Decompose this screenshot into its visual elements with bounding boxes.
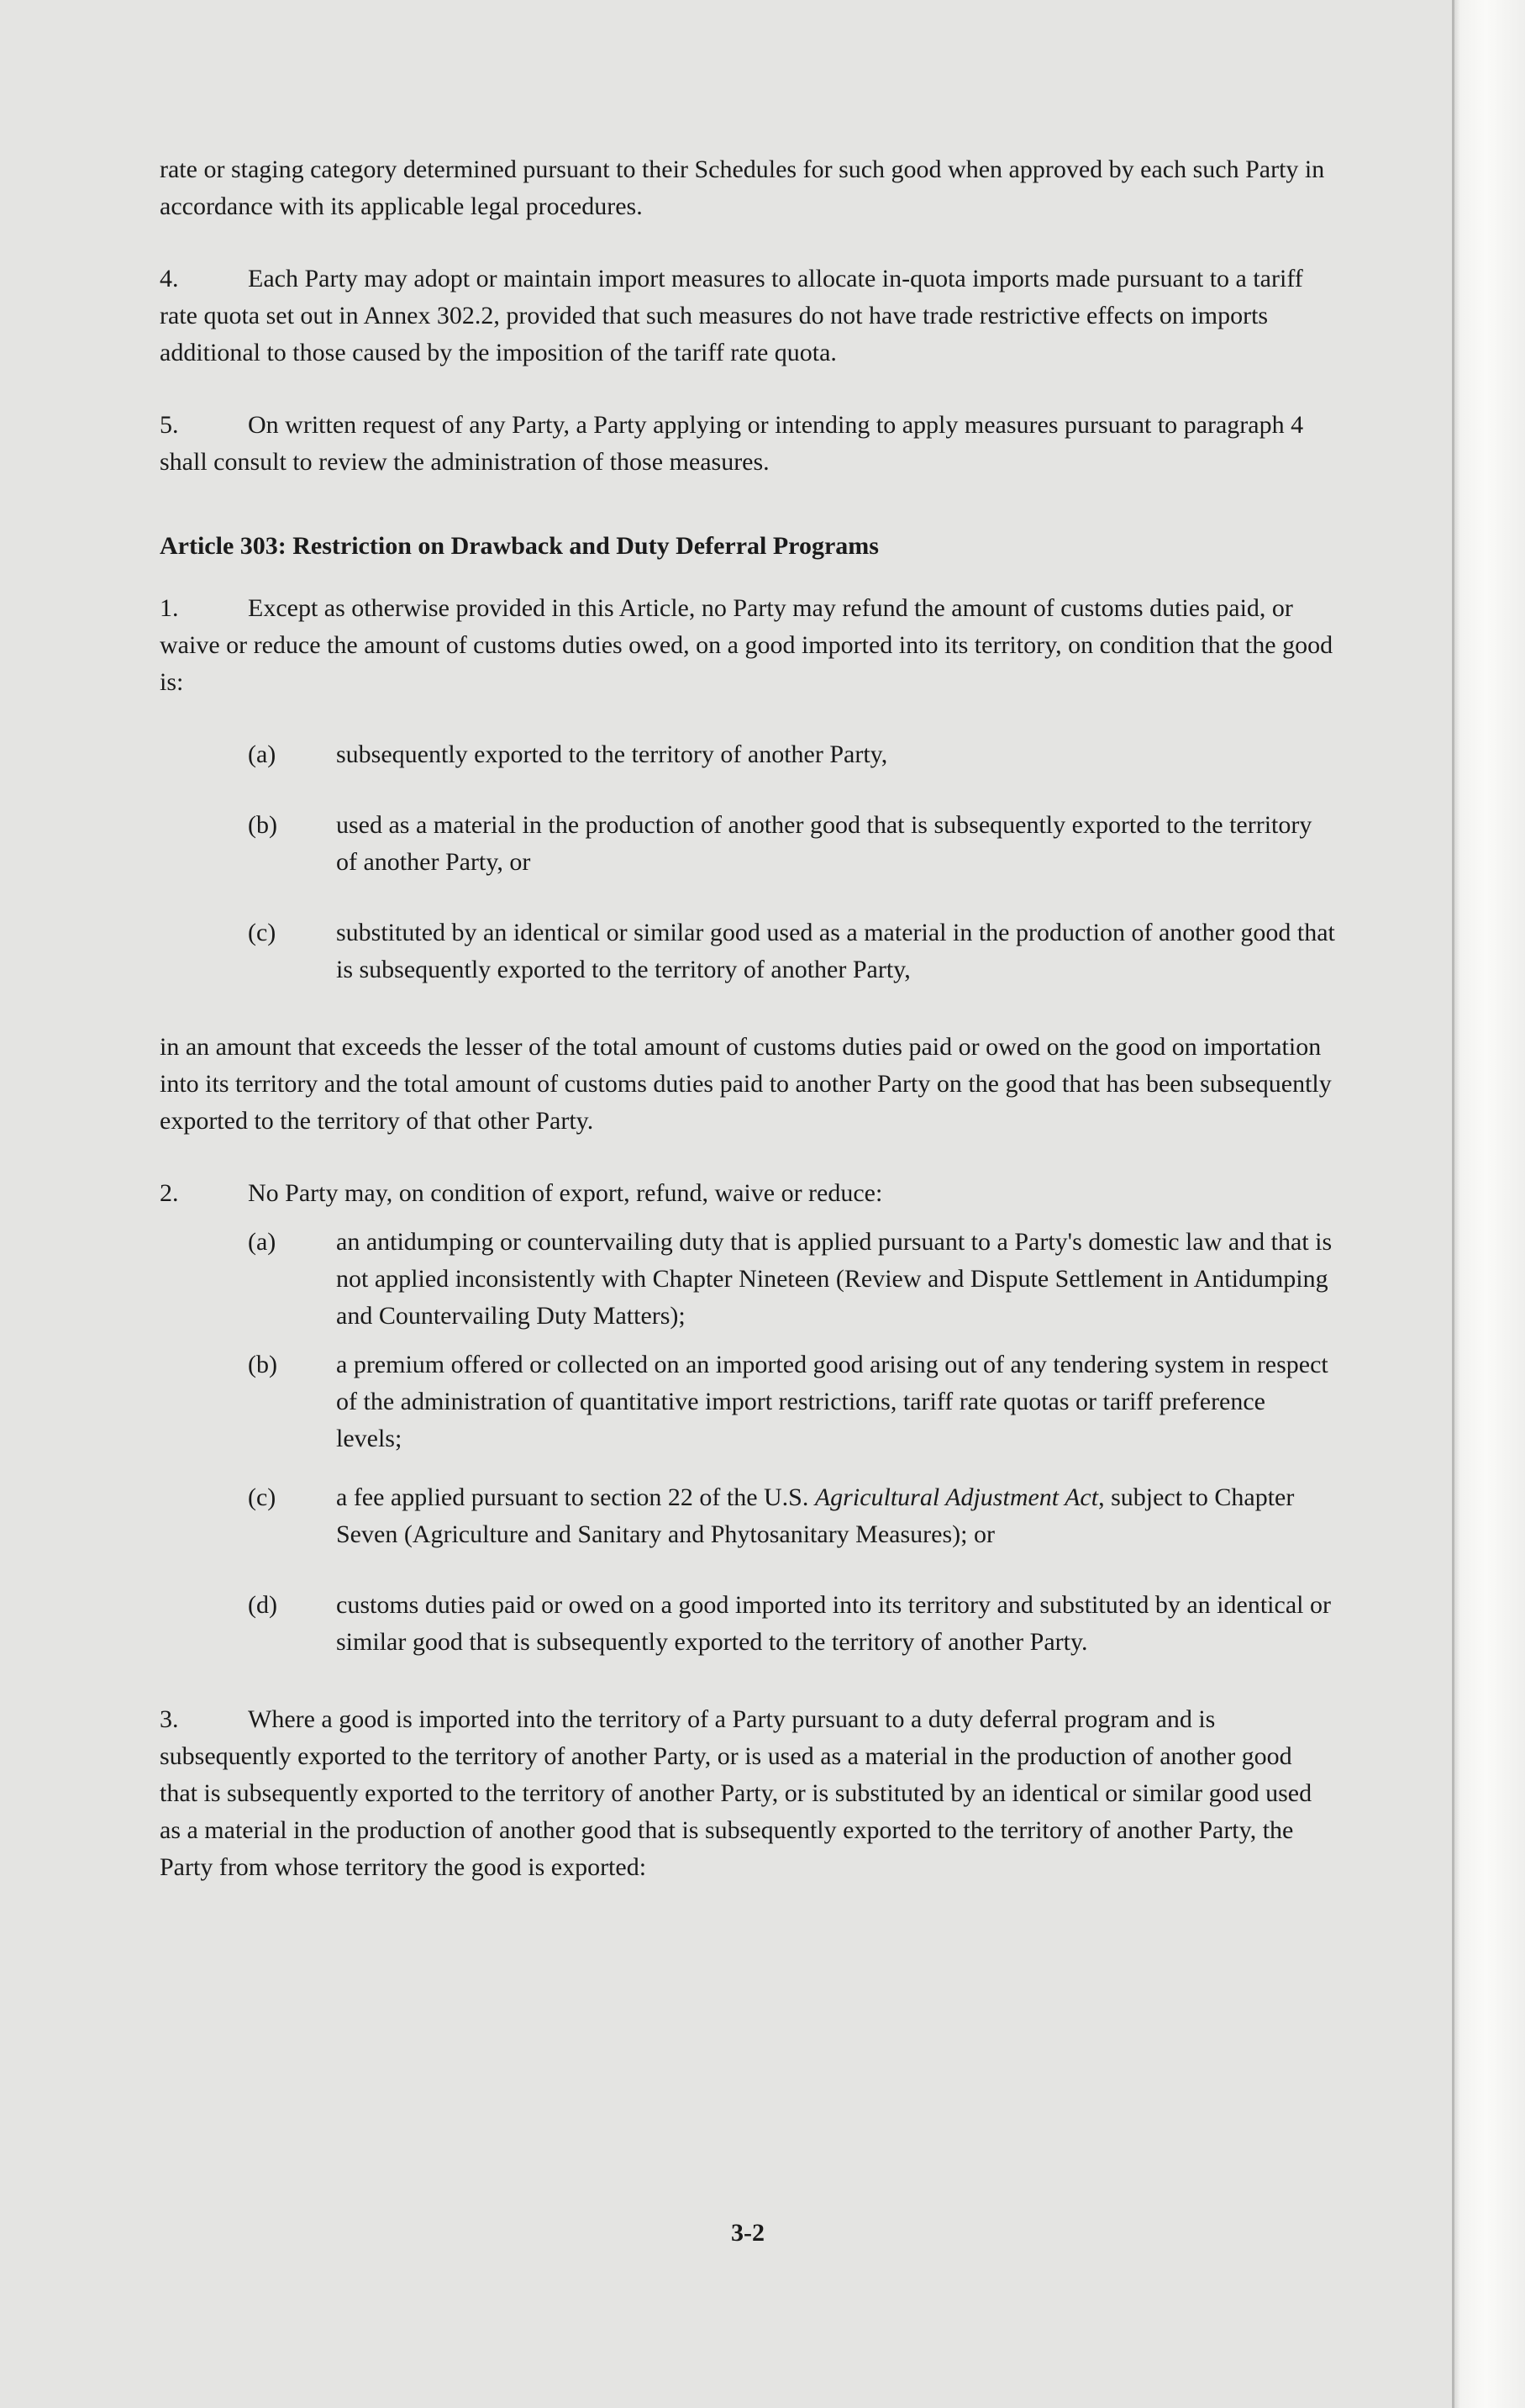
- paragraph-number: 3.: [160, 1705, 179, 1733]
- list-item: [160, 1479, 1336, 1553]
- paragraph-number: 5.: [160, 411, 179, 439]
- paragraph-5: [160, 407, 1336, 481]
- item-text: customs duties paid or owed on a good imported into its territory and substituted by an identical or similar good that is subsequently exported to the territory of another Party.: [336, 1591, 1331, 1656]
- list-item: [160, 1587, 1336, 1661]
- document-body: [160, 151, 1336, 1921]
- list-item: [160, 807, 1336, 881]
- page-edge: [1452, 0, 1525, 2408]
- list-item: [160, 1346, 1336, 1457]
- paragraph-text: No Party may, on condition of export, refund, waive or reduce:: [248, 1179, 883, 1207]
- paragraph-1: [160, 590, 1336, 701]
- item-text: a premium offered or collected on an imported good arising out of any tendering system in respect of the administration of quantitative import restrictions, tariff rate quotas or tariff preference levels;: [336, 1351, 1328, 1452]
- paragraph-text: Except as otherwise provided in this Article, no Party may refund the amount of customs duties paid, or waive or reduce the amount of customs duties owed, on a good imported into its territory, on condition that the good is:: [160, 594, 1333, 696]
- item-label: (c): [248, 919, 276, 946]
- item-text: used as a material in the production of another good that is subsequently exported to the territory of another Party, or: [336, 811, 1312, 876]
- item-text-after: , subject to Chapter Seven (Agriculture and Sanitary and Phytosanitary Measures); or: [336, 1483, 1295, 1548]
- item-text: an antidumping or countervailing duty that is applied pursuant to a Party's domestic law and that is not applied inconsistently with Chapter Nineteen (Review and Dispute Settlement in Antidumping and Countervailing Duty Matters);: [336, 1228, 1333, 1330]
- item-label: (b): [248, 811, 277, 839]
- act-title: Agricultural Adjustment Act: [814, 1483, 1099, 1511]
- list-item: [160, 914, 1336, 988]
- paragraph-text: On written request of any Party, a Party applying or intending to apply measures pursuant to paragraph 4 shall consult to review the administration of those measures.: [160, 411, 1304, 476]
- item-text: subsequently exported to the territory of another Party,: [336, 740, 888, 768]
- paragraph-3: [160, 1701, 1336, 1886]
- paragraph-text: Where a good is imported into the territory of a Party pursuant to a duty deferral program and is subsequently exported to the territory of another Party, or is used as a material in the production of another good that is subsequently exported to the territory of another Party, or is substituted by an identical or similar good used as a material in the production of another good that is subsequently exported to the territory of another Party, the Party from whose territory the good is exported:: [160, 1705, 1312, 1881]
- item-label: (c): [248, 1483, 276, 1511]
- paragraph-4: [160, 261, 1336, 371]
- list-item: [160, 736, 1336, 773]
- paragraph-number: 1.: [160, 594, 179, 622]
- item-label: (b): [248, 1351, 277, 1378]
- page-edge-divider: [1452, 0, 1454, 2408]
- paragraph-number: 2.: [160, 1179, 179, 1207]
- paragraph-1-tail: in an amount that exceeds the lesser of the total amount of customs duties paid or owed on the good on importation into its territory and the total amount of customs duties paid to another Party on the good that has been subsequently exported to the territory of that other Party.: [160, 1033, 1332, 1135]
- item-text-before: a fee applied pursuant to section 22 of the U.S.: [336, 1483, 815, 1511]
- paragraph-2: [160, 1175, 1336, 1212]
- paragraph-number: 4.: [160, 265, 179, 292]
- paragraph-text: Each Party may adopt or maintain import measures to allocate in-quota imports made pursuant to a tariff rate quota set out in Annex 302.2, provided that such measures do not have trade restrictive effects on imports additional to those caused by the imposition of the tariff rate quota.: [160, 265, 1303, 366]
- item-label: (a): [248, 740, 276, 768]
- item-text: [336, 1479, 1336, 1553]
- continuation-paragraph: rate or staging category determined pursuant to their Schedules for such good when approved by each such Party in accordance with its applicable legal procedures.: [160, 155, 1325, 220]
- article-heading: Article 303: Restriction on Drawback and Duty Deferral Programs: [160, 532, 879, 560]
- item-text: substituted by an identical or similar good used as a material in the production of another good that is subsequently exported to the territory of another Party,: [336, 919, 1335, 983]
- item-label: (a): [248, 1228, 276, 1256]
- list-item: [160, 1224, 1336, 1335]
- page-number: 3-2: [731, 2219, 765, 2247]
- item-label: (d): [248, 1591, 277, 1619]
